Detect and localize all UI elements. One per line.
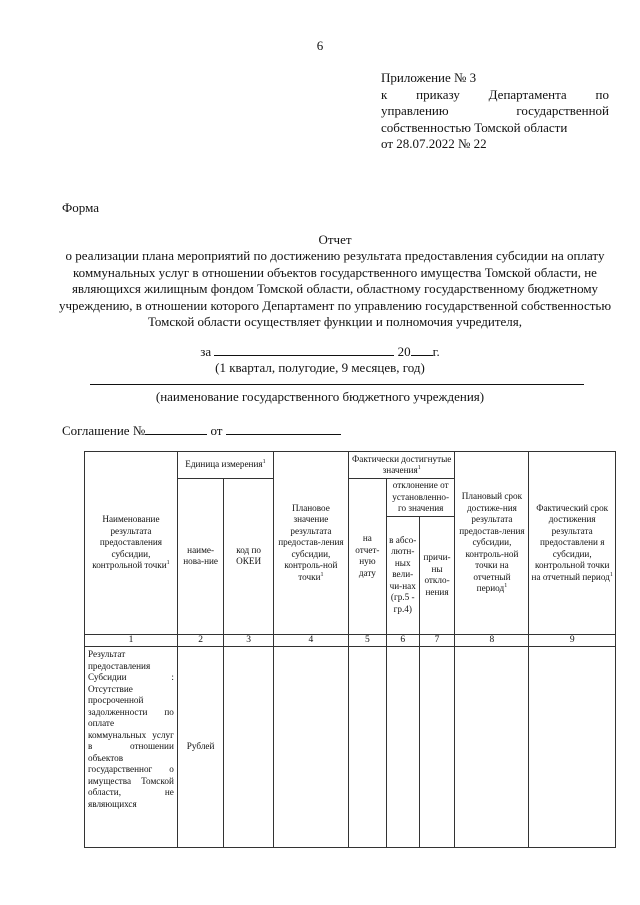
appendix-word: приказу: [416, 86, 460, 102]
empty-cell: [419, 647, 455, 848]
row-unit: Рублей: [177, 647, 223, 848]
report-title: [55, 232, 615, 330]
appendix-line-4: собственностью Томской области: [381, 119, 568, 135]
column-number: 8: [455, 634, 529, 647]
header-deviation-group: отклонение от установленно-го значения: [386, 479, 455, 517]
agreement-label: Соглашение №: [62, 423, 146, 438]
header-unit-okei: код по ОКЕИ: [224, 479, 274, 635]
form-label: Форма: [62, 200, 99, 215]
header-unit-name: наиме-нова-ние: [177, 479, 223, 635]
column-number: 6: [386, 634, 419, 647]
agreement-date-blank: [226, 421, 341, 435]
period-year-prefix: 20: [397, 344, 411, 359]
header-planned-value: Плановое значение результата предостав-ления субсидии, контроль-ной точки$^1$: [273, 452, 348, 635]
appendix-word: по: [595, 86, 609, 102]
org-name-line: [90, 384, 584, 385]
appendix-word: к: [381, 86, 388, 102]
header-actual-group: Фактически достигнутые значения$^1$: [348, 452, 455, 479]
empty-cell: [273, 647, 348, 848]
table-row: [85, 647, 616, 848]
period-prefix: за: [200, 344, 212, 359]
column-number: 3: [224, 634, 274, 647]
appendix-line-5: от 28.07.2022 № 22: [381, 136, 487, 151]
empty-cell: [529, 647, 616, 848]
report-heading: Отчет: [318, 232, 352, 247]
header-deviation-abs: в абсо-лютн-ных вели-чи-нах (гр.5 - гр.4): [386, 516, 419, 634]
appendix-line-1: Приложение № 3: [381, 70, 477, 85]
column-number: 2: [177, 634, 223, 647]
header-on-date: на отчет-ную дату: [348, 479, 386, 635]
column-number: 7: [419, 634, 455, 647]
header-actual-deadline: Фактический срок достижения результата предоставлени я субсидии, контрольной точки на отчетный период$^1$: [529, 452, 616, 635]
agreement-line: [62, 421, 341, 439]
agreement-number-blank: [145, 421, 207, 435]
empty-cell: [386, 647, 419, 848]
period-blank: [214, 342, 394, 356]
header-deviation-reasons: причи-ны откло-нения: [419, 516, 455, 634]
column-number: 1: [85, 634, 178, 647]
empty-cell: [348, 647, 386, 848]
appendix-word: Департамента: [488, 86, 567, 102]
header-planned-deadline: Плановый срок достиже-ния результата предостав-ления субсидии, контроль-ной точки на отчетный период$^1$: [455, 452, 529, 635]
year-blank: [411, 342, 433, 356]
empty-cell: [455, 647, 529, 848]
column-number: 5: [348, 634, 386, 647]
agreement-from: от: [210, 423, 223, 438]
appendix-word: государственной: [516, 103, 609, 118]
appendix-line-2: [381, 87, 609, 104]
column-number-row: [85, 634, 616, 647]
row-result-name: Результат предоставления Субсидии : Отсутствие просроченной задолженности по оплате коммунальных услуг в отношении объектов государственног о имущества Томской области, не являющихся: [85, 647, 178, 848]
empty-cell: [224, 647, 274, 848]
appendix-word: управлению: [381, 103, 449, 118]
org-caption: (наименование государственного бюджетного учреждения): [155, 389, 485, 404]
appendix-header: [381, 70, 609, 153]
period-suffix: г.: [432, 344, 440, 359]
column-number: 4: [273, 634, 348, 647]
header-col-name: Наименование результата предоставления субсидии, контрольной точки$^1$: [85, 452, 178, 635]
appendix-line-3: [381, 103, 609, 120]
period-line: [0, 342, 640, 360]
column-number: 9: [529, 634, 616, 647]
report-title-text: о реализации плана мероприятий по достижению результата предоставления субсидии на оплату коммунальных услуг в отношении объектов государственного имущества Томской области, не являющихся жилищным фондом Томской области, областному государственному бюджетному учреждению, в отношении которого Департамент по управлению государственной собственностью Томской области осуществляет функции и полномочия учредителя,: [58, 248, 612, 330]
page-number: 6: [316, 38, 324, 53]
period-note: (1 квартал, полугодие, 9 месяцев, год): [215, 360, 425, 375]
report-table: [84, 451, 616, 848]
header-unit-group: Единица измерения$^1$: [177, 452, 273, 479]
